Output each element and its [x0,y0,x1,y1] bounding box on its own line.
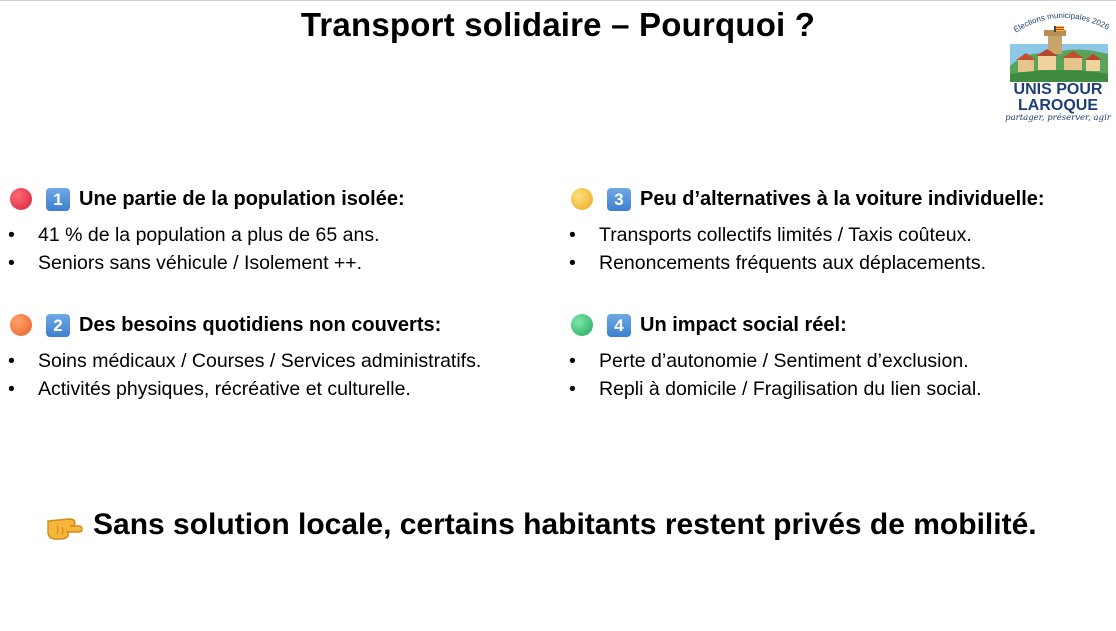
conclusion-text: Sans solution locale, certains habitants restent privés de mobilité. [93,508,1037,541]
logo-tagline: partager, préserver, agir [1005,113,1111,123]
list-item-text: 41 % de la population a plus de 65 ans. [38,224,380,246]
logo-name-line2: LAROQUE [1018,97,1098,114]
section-title: Un impact social réel: [640,314,847,336]
logo-arc-label: Élections municipales 2026 [1012,10,1111,35]
list-item-text: Perte d’autonomie / Sentiment d’exclusion. [599,350,969,372]
campaign-logo [1004,4,1112,124]
page-title: Transport solidaire – Pourquoi ? [300,6,816,43]
section-title: Des besoins quotidiens non couverts: [79,314,442,336]
list-item-text: Transports collectifs limités / Taxis coûteux. [599,224,972,246]
top-border [0,0,1116,1]
section-title: Une partie de la population isolée: [79,188,405,210]
list-item-text: Activités physiques, récréative et culturelle. [38,378,411,400]
bullet-mark: • [8,224,15,246]
list-item-text: Soins médicaux / Courses / Services administratifs. [38,350,482,372]
bullet-mark: • [569,350,576,372]
section-title: Peu d’alternatives à la voiture individuelle: [640,188,1045,210]
bullet-mark: • [569,252,576,274]
red-circle-icon [10,188,32,210]
keycap-number-icon: 4 [607,314,631,337]
bullet-mark: • [8,350,15,372]
pointing-hand-icon [45,506,83,544]
list-item-text: Seniors sans véhicule / Isolement ++. [38,252,363,274]
bullet-mark: • [8,252,15,274]
bullet-mark: • [569,378,576,400]
keycap-number-icon: 3 [607,188,631,211]
keycap-number-icon: 1 [46,188,70,211]
green-circle-icon [571,314,593,336]
logo-name-line1: UNIS POUR [1013,81,1103,98]
village-illustration-icon [1010,26,1108,82]
bullet-mark: • [8,378,15,400]
keycap-number-icon: 2 [46,314,70,337]
yellow-circle-icon [571,188,593,210]
orange-circle-icon [10,314,32,336]
list-item-text: Renoncements fréquents aux déplacements. [599,252,986,274]
bullet-mark: • [569,224,576,246]
list-item-text: Repli à domicile / Fragilisation du lien social. [599,378,982,400]
